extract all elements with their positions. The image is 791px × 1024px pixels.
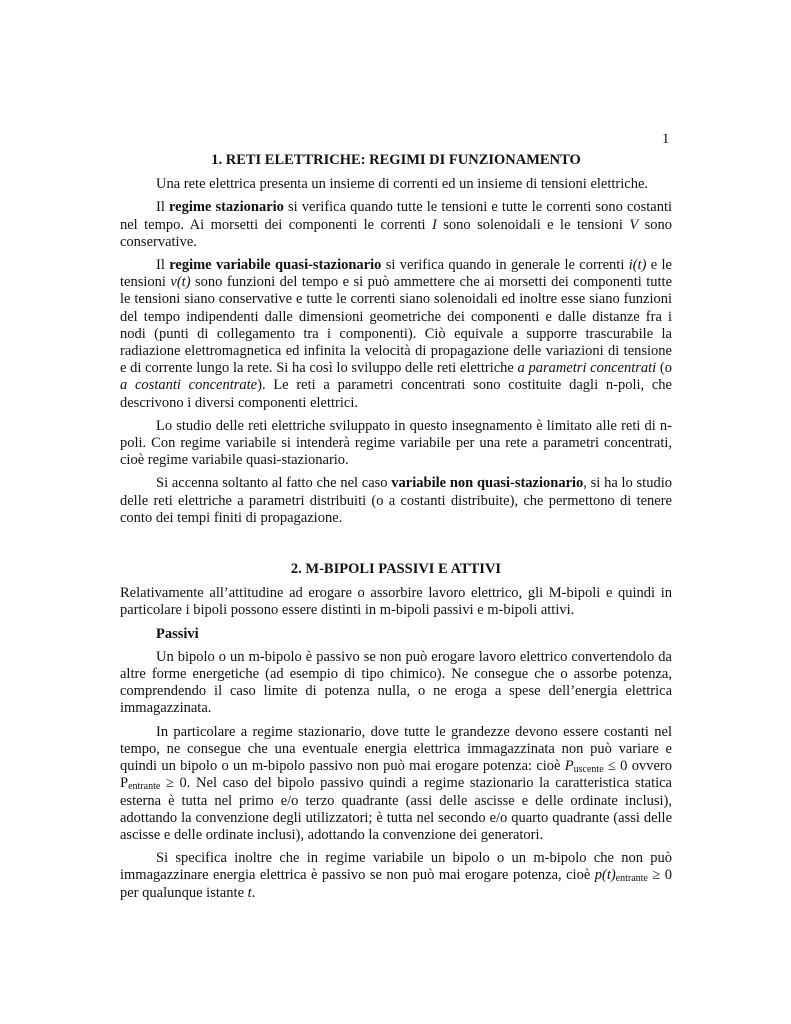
document-body <box>120 152 672 908</box>
section-2-paragraph-2: In particolare a regime stazionario, dove tutte le grandezze devono essere costanti nel tempo, ne consegue che una eventuale energia elettrica immagazzinata non può variare e quindi un bipolo o un m-bipolo passivo non può mai erogare potenza: cioè $P_{uscente} \le 0$ ovvero $P_{entrante} \ge 0$. Nel caso del bipolo passivo quindi a regime stazionario la caratteristica statica esterna è tutta nel primo e/o terzo quadrante (assi delle ascisse e delle ordinate inclusi), adottando la convenzione degli utilizzatori; è tutta nel secondo e/o quarto quadrante (assi delle ascisse e delle ordinate inclusi), adottando la convenzione dei generatori. <box>120 723 672 843</box>
section-1-paragraph-5: Si accenna soltanto al fatto che nel caso variabile non quasi-stazionario, si ha lo studio delle reti elettriche a parametri distribuiti (o a costanti distribuite), che permettono di tenere conto dei tempi finiti di propagazione. <box>120 475 672 526</box>
section-1-paragraph-3: Il regime variabile quasi-stazionario si verifica quando in generale le correnti i(t) e le tensioni v(t) sono funzioni del tempo e si può ammettere che ai morsetti dei componenti tutte le tensioni siano conservative e tutte le correnti siano solenoidali ed inoltre esse siano funzioni del tempo indipendenti dalle dimensioni geometriche dei componenti e dalle distanze fra i nodi (punti di collegamento tra i componenti). Ciò equivale a supporre trascurabile la radiazione elettromagnetica ed infinita la velocità di propagazione delle variazioni di tensione e di corrente lungo la rete. Si ha così lo sviluppo delle reti elettriche a parametri concentrati (o a costanti concentrate). Le reti a parametri concentrati sono costituite dagli n-poli, che descrivono i diversi componenti elettrici. <box>120 257 673 411</box>
section-2-intro: Relativamente all’attitudine ad erogare o assorbire lavoro elettrico, gli M-bipoli e quindi in particolare i bipoli possono essere distinti in m-bipoli passivi e m-bipoli attivi. <box>120 585 672 619</box>
section-1-paragraph-1: Una rete elettrica presenta un insieme di correnti ed un insieme di tensioni elettriche. <box>156 176 649 193</box>
page-number: 1 <box>662 131 670 147</box>
section-1-paragraph-2: Il regime stazionario si verifica quando tutte le tensioni e tutte le correnti sono costanti nel tempo. Ai morsetti dei componenti le correnti I sono solenoidali e le tensioni V sono conservative. <box>120 199 673 250</box>
subheading-passivi: Passivi <box>156 625 199 642</box>
section-1-title: 1. RETI ELETTRICHE: REGIMI DI FUNZIONAMENTO <box>211 152 581 168</box>
section-2-title: 2. M-BIPOLI PASSIVI E ATTIVI <box>290 561 502 578</box>
section-2-paragraph-1: Un bipolo o un m-bipolo è passivo se non può erogare lavoro elettrico convertendolo da altre forme energetiche (ad esempio di tipo chimico). Ne consegue che o assorbe potenza, comprendendo il caso limite di potenza nulla, o ne eroga a spese dell’energia elettrica immagazzinata. <box>120 648 672 717</box>
section-1-paragraph-4: Lo studio delle reti elettriche sviluppato in questo insegnamento è limitato alle reti di n-poli. Con regime variabile si intenderà regime variabile per una rete a parametri concentrati, cioè regime variabile quasi-stazionario. <box>120 417 672 469</box>
section-spacer <box>120 533 672 561</box>
section-2-paragraph-3: Si specifica inoltre che in regime variabile un bipolo o un m-bipolo che non può immagazzinare energia elettrica è passivo se non può mai erogare potenza, cioè $p(t)_{entrante} \ge 0$ per qualunque istante t. <box>120 850 672 901</box>
